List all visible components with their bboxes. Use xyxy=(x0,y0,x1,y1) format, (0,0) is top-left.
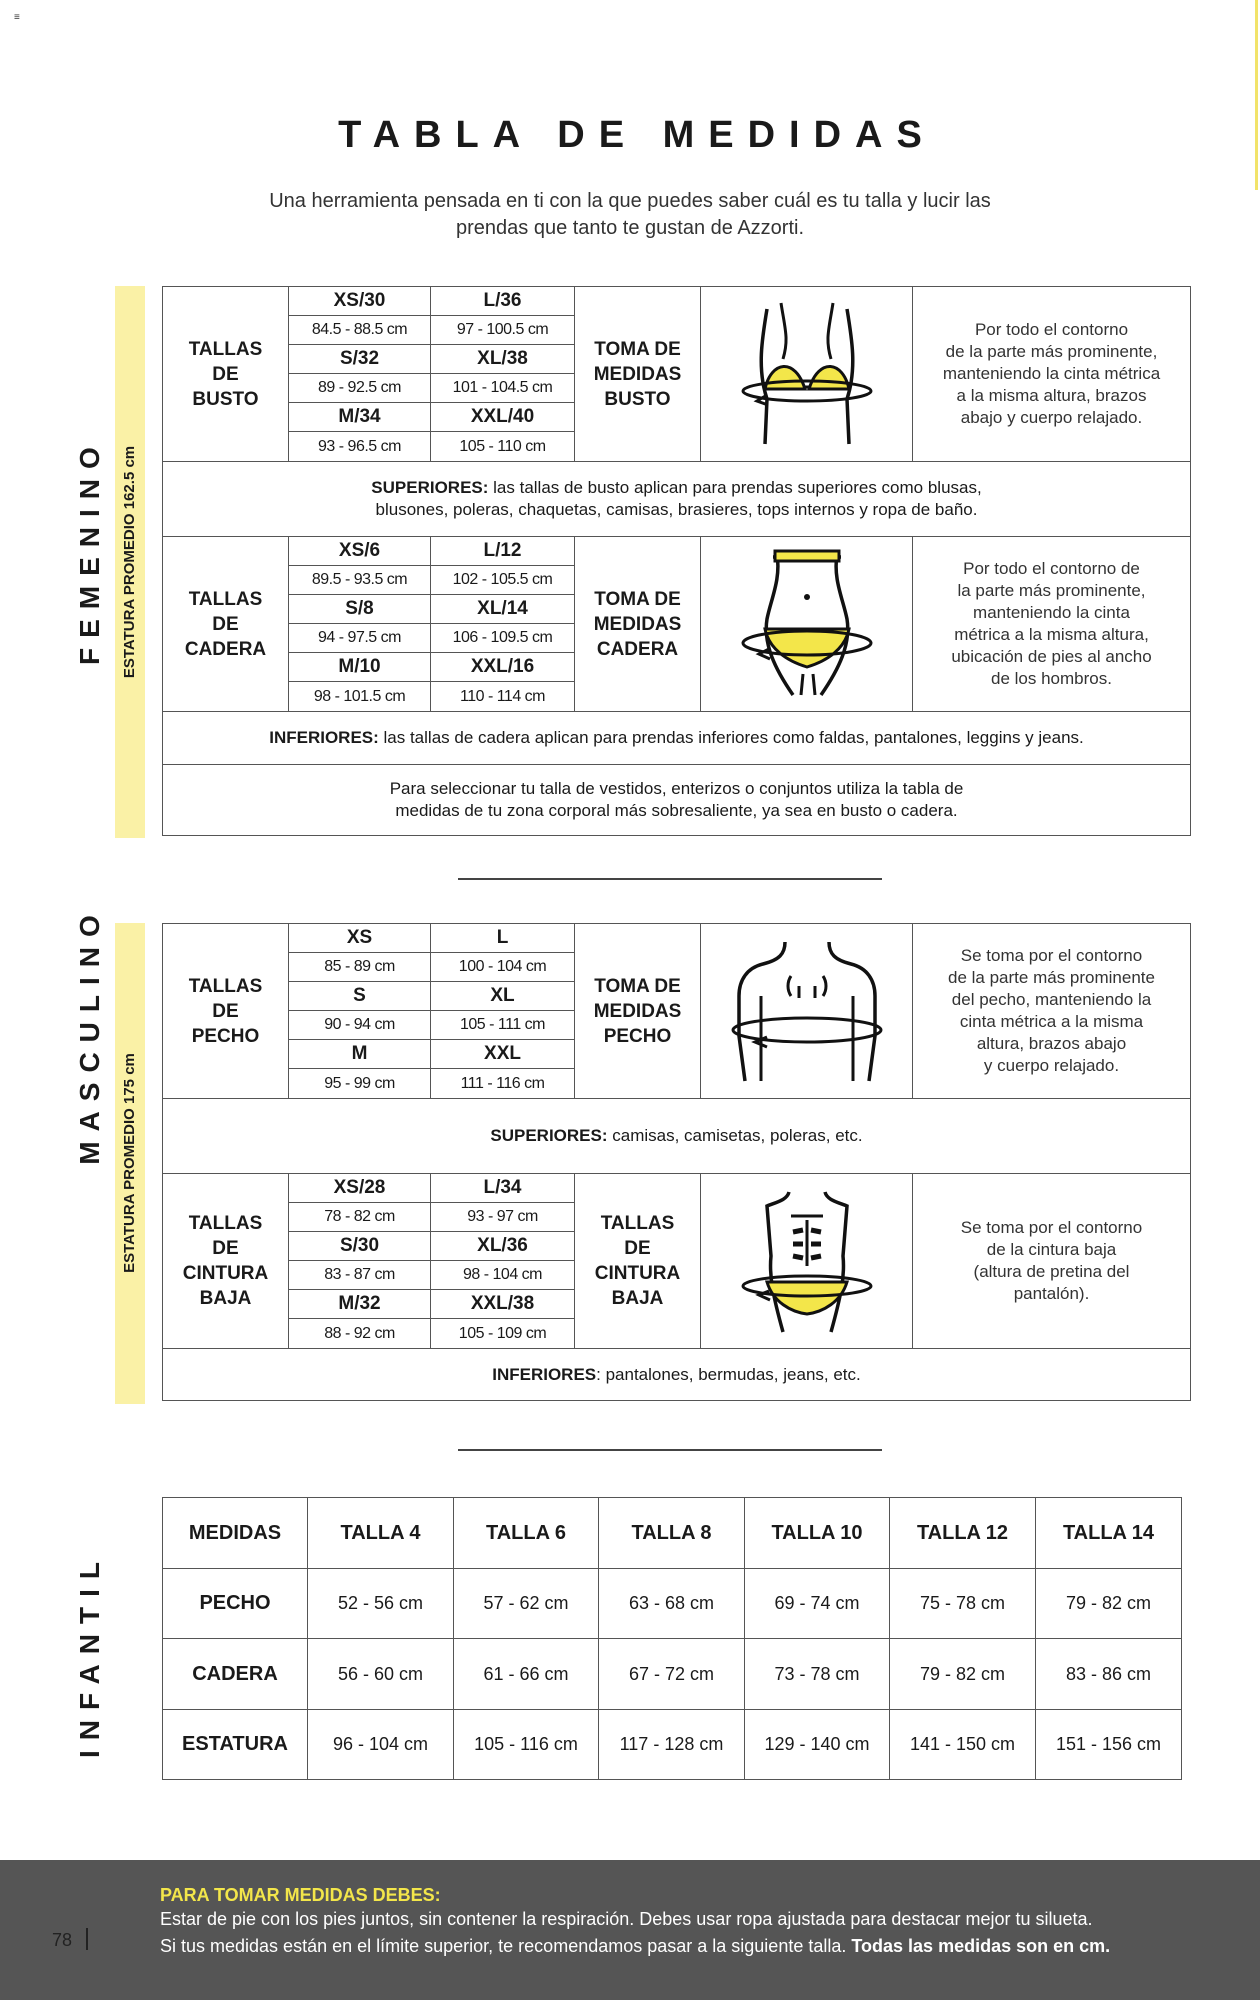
chest-measure-icon xyxy=(701,924,913,1099)
size-name: XL xyxy=(431,982,575,1011)
infantil-header: MEDIDAS xyxy=(163,1498,308,1569)
infantil-cell: 52 - 56 cm xyxy=(308,1569,454,1639)
infantil-cell: 57 - 62 cm xyxy=(454,1569,599,1639)
size-range: 102 - 105.5 cm xyxy=(431,566,575,595)
size-name: S/32 xyxy=(289,345,431,374)
size-range: 106 - 109.5 cm xyxy=(431,624,575,653)
table-infantil xyxy=(162,1497,1182,1780)
side-label-infantil: INFANTIL xyxy=(74,1552,105,1758)
infantil-cell: 67 - 72 cm xyxy=(599,1639,745,1710)
size-range: 93 - 97 cm xyxy=(431,1203,575,1232)
infantil-header: TALLA 12 xyxy=(890,1498,1036,1569)
desc-cintura: Se toma por el contorno de la cintura baja (altura de pretina del pantalón). xyxy=(913,1174,1191,1349)
size-range: 88 - 92 cm xyxy=(289,1319,431,1349)
size-name: XS/6 xyxy=(289,537,431,566)
note-superiores-masculino: SUPERIORES: camisas, camisetas, poleras, etc. xyxy=(163,1099,1191,1174)
infantil-cell: 73 - 78 cm xyxy=(745,1639,890,1710)
waist-measure-icon xyxy=(701,1174,913,1349)
size-range: 105 - 109 cm xyxy=(431,1319,575,1349)
size-name: S/8 xyxy=(289,595,431,624)
size-name: XL/36 xyxy=(431,1232,575,1261)
menu-marker: ≡ xyxy=(14,12,20,23)
infantil-cell: 63 - 68 cm xyxy=(599,1569,745,1639)
size-name: XXL/16 xyxy=(431,653,575,682)
desc-busto: Por todo el contorno de la parte más prominente, manteniendo la cinta métrica a la misma altura, brazos abajo y cuerpo relajado. xyxy=(913,287,1191,462)
size-name: S xyxy=(289,982,431,1011)
page-title: TABLA DE MEDIDAS xyxy=(338,114,936,156)
size-name: M/10 xyxy=(289,653,431,682)
note-vestidos: Para seleccionar tu talla de vestidos, enterizos o conjuntos utiliza la tabla de medidas de tu zona corporal más sobresaliente, ya sea en busto o cadera. xyxy=(163,765,1191,836)
size-range: 89 - 92.5 cm xyxy=(289,374,431,403)
table-femenino xyxy=(162,286,1191,836)
size-range: 93 - 96.5 cm xyxy=(289,432,431,462)
note-superiores-femenino: SUPERIORES: las tallas de busto aplican para prendas superiores como blusas, blusones, poleras, chaquetas, camisas, brasieres, tops internos y ropa de baño. xyxy=(163,462,1191,537)
footer-title: PARA TOMAR MEDIDAS DEBES: xyxy=(160,1885,441,1905)
size-range: 90 - 94 cm xyxy=(289,1011,431,1040)
size-name: L/12 xyxy=(431,537,575,566)
infantil-cell: 151 - 156 cm xyxy=(1036,1710,1182,1780)
size-name: XL/14 xyxy=(431,595,575,624)
footer-line-1: Estar de pie con los pies juntos, sin contener la respiración. Debes usar ropa ajustada para destacar mejor tu silueta. xyxy=(160,1909,1093,1929)
toma-medidas-cintura: TALLAS DE CINTURA BAJA xyxy=(575,1174,701,1349)
infantil-header: TALLA 6 xyxy=(454,1498,599,1569)
note-inferiores-masculino: INFERIORES: pantalones, bermudas, jeans, etc. xyxy=(163,1349,1191,1401)
size-name: M/34 xyxy=(289,403,431,432)
infantil-header: TALLA 14 xyxy=(1036,1498,1182,1569)
label-tallas-cadera: TALLAS DE CADERA xyxy=(163,537,289,712)
label-tallas-cintura: TALLAS DE CINTURA BAJA xyxy=(163,1174,289,1349)
size-range: 83 - 87 cm xyxy=(289,1261,431,1290)
subtitle-line-2: prendas que tanto te gustan de Azzorti. xyxy=(455,217,805,239)
size-range: 89.5 - 93.5 cm xyxy=(289,566,431,595)
infantil-cell: 79 - 82 cm xyxy=(890,1639,1036,1710)
size-name: XL/38 xyxy=(431,345,575,374)
footer-panel xyxy=(0,1860,1260,2000)
band-label-femenino: ESTATURA PROMEDIO 162.5 cm xyxy=(121,445,138,679)
right-accent-bar xyxy=(1255,0,1258,190)
label-tallas-busto: TALLAS DE BUSTO xyxy=(163,287,289,462)
infantil-cell: 117 - 128 cm xyxy=(599,1710,745,1780)
subtitle-line-1: Una herramienta pensada en ti con la que puedes saber cuál es tu talla y lucir las xyxy=(269,190,991,212)
page-number-divider xyxy=(86,1928,88,1950)
size-name: XXL xyxy=(431,1040,575,1069)
size-name: M xyxy=(289,1040,431,1069)
size-range: 97 - 100.5 cm xyxy=(431,316,575,345)
size-range: 85 - 89 cm xyxy=(289,953,431,982)
size-range: 95 - 99 cm xyxy=(289,1069,431,1099)
label-tallas-pecho: TALLAS DE PECHO xyxy=(163,924,289,1099)
size-range: 101 - 104.5 cm xyxy=(431,374,575,403)
page-number: 78 xyxy=(52,1930,73,1950)
size-range: 98 - 104 cm xyxy=(431,1261,575,1290)
size-name: L/36 xyxy=(431,287,575,316)
size-range: 94 - 97.5 cm xyxy=(289,624,431,653)
footer-line-2: Si tus medidas están en el límite superior, te recomendamos pasar a la siguiente talla. Todas las medidas son en cm. xyxy=(160,1936,1111,1956)
size-range: 105 - 111 cm xyxy=(431,1011,575,1040)
infantil-cell: 75 - 78 cm xyxy=(890,1569,1036,1639)
infantil-cell: 79 - 82 cm xyxy=(1036,1569,1182,1639)
bust-measure-icon xyxy=(701,287,913,462)
toma-medidas-pecho: TOMA DE MEDIDAS PECHO xyxy=(575,924,701,1099)
infantil-header: TALLA 8 xyxy=(599,1498,745,1569)
size-name: XS/28 xyxy=(289,1174,431,1203)
size-name: L xyxy=(431,924,575,953)
page-subtitle xyxy=(230,188,1030,242)
infantil-header: TALLA 4 xyxy=(308,1498,454,1569)
size-range: 105 - 110 cm xyxy=(431,432,575,462)
table-masculino xyxy=(162,923,1191,1401)
infantil-cell: 61 - 66 cm xyxy=(454,1639,599,1710)
size-name: L/34 xyxy=(431,1174,575,1203)
section-divider xyxy=(458,1449,882,1451)
size-range: 84.5 - 88.5 cm xyxy=(289,316,431,345)
desc-cadera: Por todo el contorno de la parte más prominente, manteniendo la cinta métrica a la misma altura, ubicación de pies al ancho de los hombros. xyxy=(913,537,1191,712)
infantil-row-label: ESTATURA xyxy=(163,1710,308,1780)
size-name: M/32 xyxy=(289,1290,431,1319)
infantil-row-label: CADERA xyxy=(163,1639,308,1710)
infantil-cell: 56 - 60 cm xyxy=(308,1639,454,1710)
infantil-cell: 105 - 116 cm xyxy=(454,1710,599,1780)
hip-measure-icon xyxy=(701,537,913,712)
infantil-cell: 96 - 104 cm xyxy=(308,1710,454,1780)
band-label-masculino: ESTATURA PROMEDIO 175 cm xyxy=(121,1053,138,1273)
size-name: XS xyxy=(289,924,431,953)
infantil-cell: 83 - 86 cm xyxy=(1036,1639,1182,1710)
infantil-cell: 69 - 74 cm xyxy=(745,1569,890,1639)
infantil-cell: 129 - 140 cm xyxy=(745,1710,890,1780)
side-label-femenino: FEMENINO xyxy=(74,437,105,665)
infantil-cell: 141 - 150 cm xyxy=(890,1710,1036,1780)
toma-medidas-cadera: TOMA DE MEDIDAS CADERA xyxy=(575,537,701,712)
size-range: 100 - 104 cm xyxy=(431,953,575,982)
size-name: S/30 xyxy=(289,1232,431,1261)
desc-pecho: Se toma por el contorno de la parte más prominente del pecho, manteniendo la cinta métrica a la misma altura, brazos abajo y cuerpo relajado. xyxy=(913,924,1191,1099)
size-name: XXL/38 xyxy=(431,1290,575,1319)
size-range: 78 - 82 cm xyxy=(289,1203,431,1232)
infantil-row-label: PECHO xyxy=(163,1569,308,1639)
toma-medidas-busto: TOMA DE MEDIDAS BUSTO xyxy=(575,287,701,462)
section-divider xyxy=(458,878,882,880)
size-name: XS/30 xyxy=(289,287,431,316)
note-inferiores-femenino: INFERIORES: las tallas de cadera aplican para prendas inferiores como faldas, pantalones, leggins y jeans. xyxy=(163,712,1191,765)
side-label-masculino: MASCULINO xyxy=(74,905,105,1165)
infantil-header: TALLA 10 xyxy=(745,1498,890,1569)
size-range: 111 - 116 cm xyxy=(431,1069,575,1099)
size-name: XXL/40 xyxy=(431,403,575,432)
size-range: 98 - 101.5 cm xyxy=(289,682,431,712)
size-range: 110 - 114 cm xyxy=(431,682,575,712)
